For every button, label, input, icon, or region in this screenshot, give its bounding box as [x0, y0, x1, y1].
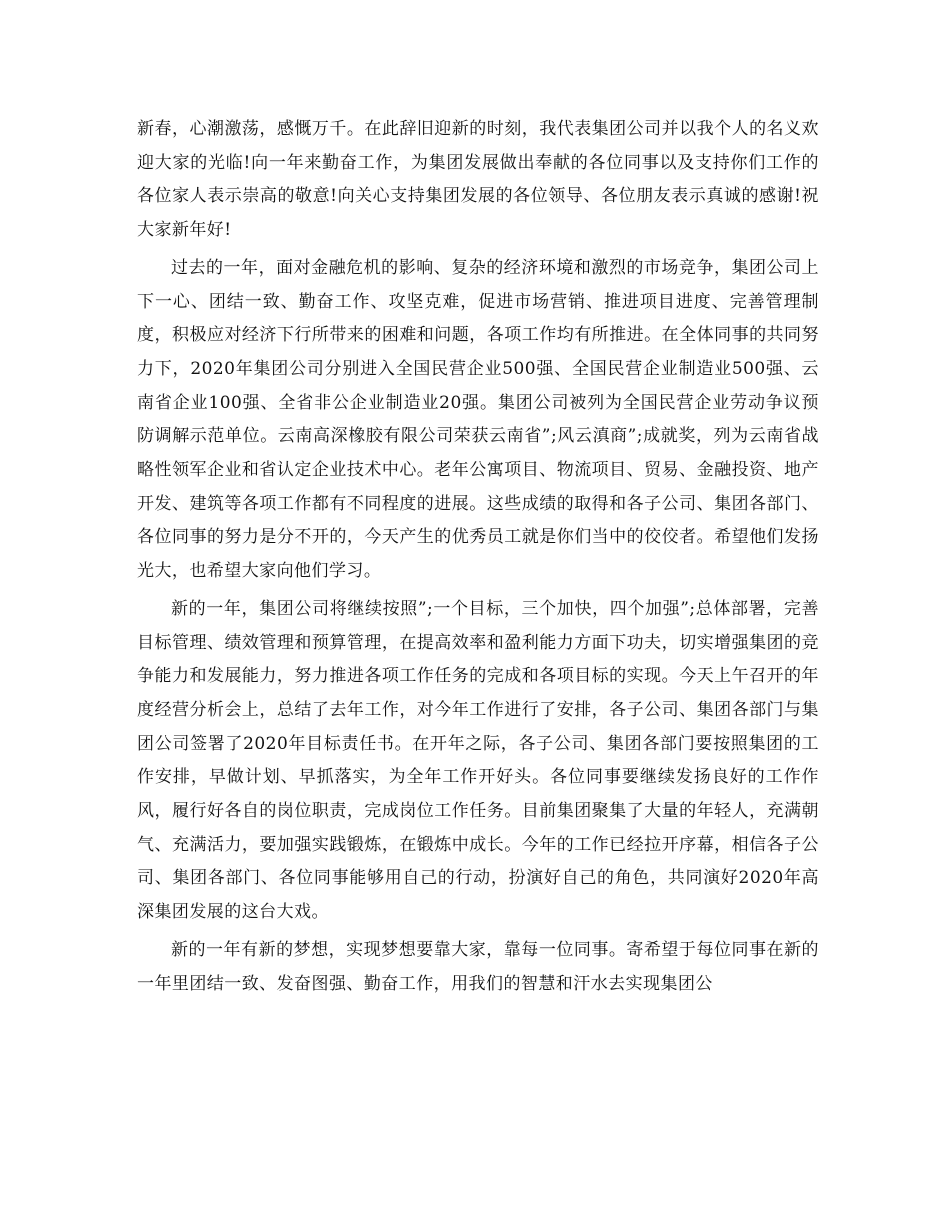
document-body	[137, 113, 819, 1005]
paragraph-new-year-plan: 新的一年，集团公司将继续按照”;一个目标，三个加快，四个加强”;总体部署，完善目标管理、绩效管理和预算管理，在提高效率和盈利能力方面下功夫，切实增强集团的竞争能力和发展能力，努力推进各项工作任务的完成和各项目标的实现。今天上午召开的年度经营分析会上，总结了去年工作，对今年工作进行了安排，各子公司、集团各部门与集团公司签署了2020年目标责任书。在开年之际，各子公司、集团各部门要按照集团的工作安排，早做计划、早抓落实，为全年工作开好头。各位同事要继续发扬良好的工作作风，履行好各自的岗位职责，完成岗位工作任务。目前集团聚集了大量的年轻人，充满朝气、充满活力，要加强实践锻炼，在锻炼中成长。今年的工作已经拉开序幕，相信各子公司、集团各部门、各位同事能够用自己的行动，扮演好自己的角色，共同演好2020年高深集团发展的这台大戏。	[137, 598, 819, 923]
paragraph-new-dreams: 新的一年有新的梦想，实现梦想要靠大家，靠每一位同事。寄希望于每位同事在新的一年里团结一致、发奋图强、勤奋工作，用我们的智慧和汗水去实现集团公	[137, 939, 819, 994]
paragraph-greeting: 新春，心潮激荡，感慨万千。在此辞旧迎新的时刻，我代表集团公司并以我个人的名义欢迎大家的光临!向一年来勤奋工作，为集团发展做出奉献的各位同事以及支持你们工作的各位家人表示崇高的敬意!向关心支持集团发展的各位领导、各位朋友表示真诚的感谢!祝大家新年好!	[137, 119, 819, 241]
paragraph-past-year: 过去的一年，面对金融危机的影响、复杂的经济环境和激烈的市场竞争，集团公司上下一心、团结一致、勤奋工作、攻坚克难，促进市场营销、推进项目进度、完善管理制度，积极应对经济下行所带来的困难和问题，各项工作均有所推进。在全体同事的共同努力下，2020年集团公司分别进入全国民营企业500强、全国民营企业制造业500强、云南省企业100强、全省非公企业制造业20强。集团公司被列为全国民营企业劳动争议预防调解示范单位。云南高深橡胶有限公司荣获云南省”;风云滇商”;成就奖，列为云南省战略性领军企业和省认定企业技术中心。老年公寓项目、物流项目、贸易、金融投资、地产开发、建筑等各项工作都有不同程度的进展。这些成绩的取得和各子公司、集团各部门、各位同事的努力是分不开的，今天产生的优秀员工就是你们当中的佼佼者。希望他们发扬光大，也希望大家向他们学习。	[137, 257, 819, 582]
